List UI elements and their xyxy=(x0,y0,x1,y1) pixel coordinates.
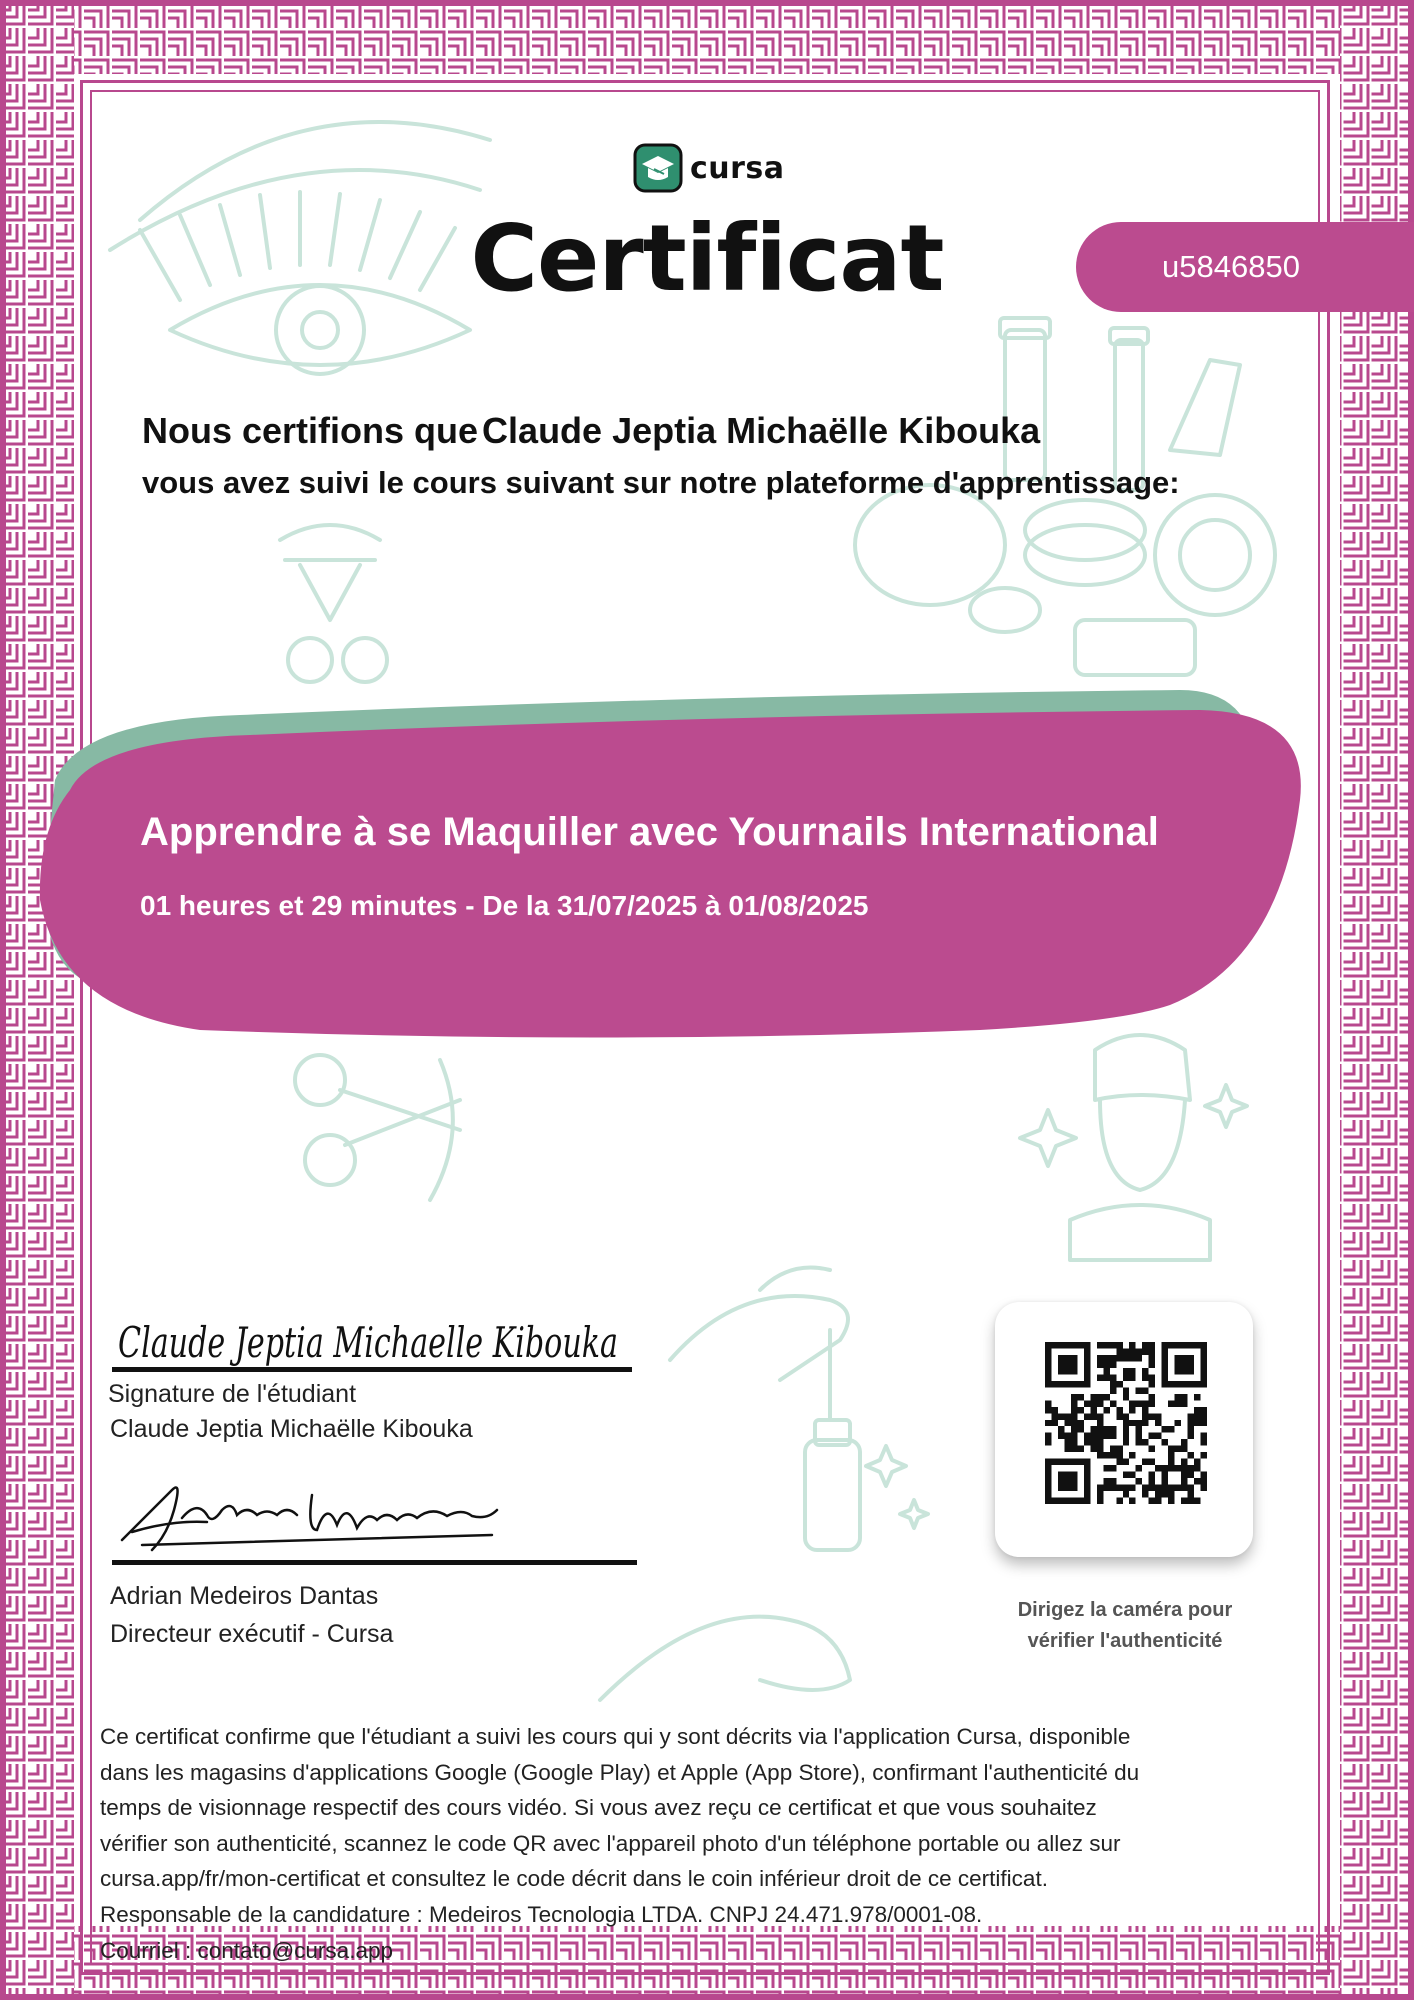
certify-statement xyxy=(142,410,1040,452)
student-signature-name: Claude Jeptia Michaëlle Kibouka xyxy=(110,1415,473,1443)
student-signature-label: Signature de l'étudiant xyxy=(108,1380,357,1408)
student-name: Claude Jeptia Michaëlle Kibouka xyxy=(482,410,1041,451)
qr-code[interactable] xyxy=(1045,1342,1207,1504)
qr-code-card xyxy=(995,1302,1253,1557)
hand-nail-polish-illustration xyxy=(600,1268,928,1701)
director-name: Adrian Medeiros Dantas xyxy=(110,1582,379,1610)
certify-line-2: vous avez suivi le cours suivant sur notre plateforme d'apprentissage: xyxy=(142,465,1180,500)
graduation-cap-icon xyxy=(632,142,684,194)
cursa-logo xyxy=(632,140,785,196)
footer-line: temps de visionnage respectif des cours vidéo. Si vous avez reçu ce certificat et que vous souhaitez xyxy=(100,1795,1097,1821)
course-banner xyxy=(0,680,1414,1060)
qr-caption xyxy=(975,1595,1275,1657)
course-title: Apprendre à se Maquiller avec Yournails International xyxy=(140,810,1159,854)
course-details: 01 heures et 29 minutes - De la 31/07/2025 à 01/08/2025 xyxy=(140,890,869,921)
svg-text:Claude Jeptia Michaelle Kibouk: Claude Jeptia Michaelle Kibouka xyxy=(118,1318,618,1367)
footer-line: Ce certificat confirme que l'étudiant a suivi les cours qui y sont décrits via l'application Cursa, disponible xyxy=(100,1724,1131,1749)
qr-caption-line-1: Dirigez la caméra pour xyxy=(1017,1599,1233,1621)
certificate-code: u5846850 xyxy=(1162,249,1300,284)
qr-caption-line-2: vérifier l'authenticité xyxy=(1027,1630,1223,1652)
footer-line: dans les magasins d'applications Google (Google Play) et Apple (App Store), confirmant l'authenticité du xyxy=(100,1759,1140,1785)
director-signature-line xyxy=(112,1560,637,1565)
certificate-footer-text xyxy=(100,1719,1320,1968)
director-role: Directeur exécutif - Cursa xyxy=(110,1620,394,1648)
director-handwritten-signature xyxy=(112,1470,512,1560)
footer-line: Courriel : contato@cursa.app xyxy=(100,1937,393,1963)
certify-intro: Nous certifions que xyxy=(142,410,479,451)
footer-line: cursa.app/fr/mon-certificat et consultez le code décrit dans le coin inférieur droit de ce certificat. xyxy=(100,1866,1048,1892)
certificate-code-badge xyxy=(1076,222,1414,312)
brand-name: cursa xyxy=(690,150,785,186)
scissors-illustration xyxy=(295,1055,460,1200)
student-signature-line xyxy=(112,1367,632,1372)
woman-towel-illustration xyxy=(1020,1035,1247,1260)
footer-line: Responsable de la candidature : Medeiros Tecnologia LTDA. CNPJ 24.471.978/0001-08. xyxy=(100,1901,983,1927)
student-handwritten-signature xyxy=(112,1295,632,1375)
certificate-title: Certificat xyxy=(470,205,944,312)
eyelash-curler-illustration xyxy=(280,525,387,682)
footer-line: vérifier son authenticité, scannez le code QR avec l'appareil photo d'un téléphone portable ou allez sur xyxy=(100,1830,1121,1856)
